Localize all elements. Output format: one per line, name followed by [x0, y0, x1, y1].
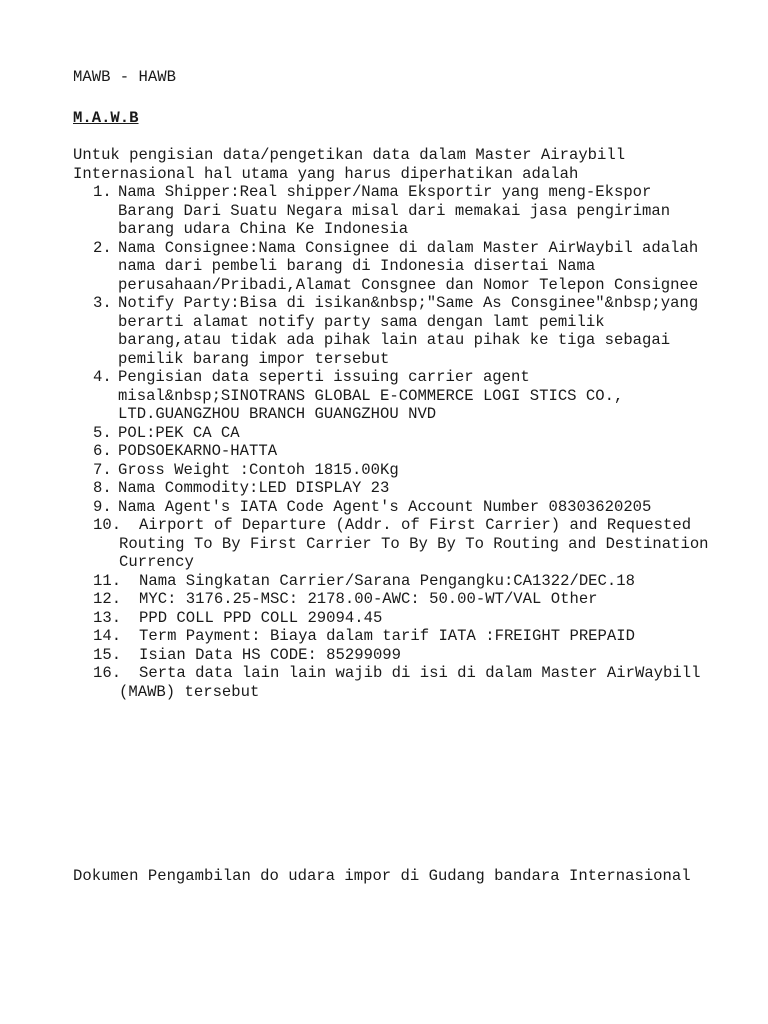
list-item-text: Nama Consignee:Nama Consignee di dalam Master AirWaybil adalah nama dari pembeli barang di Indonesia disertai Nama perusahaan/Pribadi,Alamat Consgnee dan Nomor Telepon Consignee — [118, 238, 699, 294]
list-item-text: PPD COLL PPD COLL 29094.45 — [139, 608, 383, 627]
list-item-number: 16. — [93, 664, 122, 682]
document-body — [73, 68, 713, 701]
list-item — [73, 183, 713, 239]
list-item-text: POL:PEK CA CA — [118, 423, 240, 442]
list-item-number: 5. — [93, 423, 112, 442]
list-item — [73, 239, 713, 295]
list-item-number: 11. — [93, 571, 122, 590]
list-item — [73, 479, 713, 498]
list-item-text: Isian Data HS CODE: 85299099 — [139, 645, 402, 664]
intro-paragraph: Untuk pengisian data/pengetikan data dalam Master Airaybill Internasional hal utama yang harus diperhatikan adalah — [73, 146, 626, 183]
list-item-text: Notify Party:Bisa di isikan&nbsp;"Same As Consginee"&nbsp;yang berarti alamat notify party sama dengan lamt pemilik barang,atau tidak ada pihak lain atau pihak ke tiga sebagai pemilik barang impor tersebut — [118, 294, 699, 368]
list-item — [73, 609, 713, 628]
list-item-text: Airport of Departure (Addr. of First Carrier) and Requested Routing To By First Carrier To By By To Routing and Destination Currency — [119, 516, 709, 571]
list-item — [73, 294, 713, 368]
list-item-number: 4. — [93, 368, 112, 386]
list-item-text: Nama Singkatan Carrier/Sarana Pengangku:CA1322/DEC.18 — [139, 571, 635, 590]
section-heading: M.A.W.B — [73, 108, 139, 127]
list-item-text: PODSOEKARNO-HATTA — [118, 442, 278, 460]
list-item-number: 1. — [93, 183, 112, 201]
list-item-number: 7. — [93, 460, 112, 479]
list-item-number: 13. — [93, 608, 122, 627]
list-item-number: 10. — [93, 516, 122, 534]
document-title: MAWB - HAWB — [73, 68, 176, 86]
list-item-text: Gross Weight :Contoh 1815.00Kg — [118, 460, 399, 479]
list-item-text: Nama Shipper:Real shipper/Nama Eksportir yang meng-Ekspor Barang Dari Suatu Negara misal dari memakai jasa pengiriman barang udara China Ke Indonesia — [118, 183, 671, 238]
list-item-number: 9. — [93, 497, 112, 516]
list-item — [73, 516, 713, 572]
list-item — [73, 572, 713, 591]
list-item-text: Pengisian data seperti issuing carrier agent misal&nbsp;SINOTRANS GLOBAL E-COMMERCE LOGI STICS CO., LTD.GUANGZHOU BRANCH GUANGZHOU NVD — [118, 368, 624, 423]
list-item — [73, 590, 713, 609]
list-item — [73, 424, 713, 443]
list-item-text: Nama Agent's IATA Code Agent's Account Number 08303620205 — [118, 497, 652, 516]
list-item-number: 6. — [93, 442, 112, 460]
list-item — [73, 664, 713, 701]
list-item — [73, 646, 713, 665]
list-item — [73, 368, 713, 424]
list-item-text: Serta data lain lain wajib di isi di dalam Master AirWaybill (MAWB) tersebut — [119, 664, 701, 701]
list-item-number: 3. — [93, 294, 112, 312]
list-item-text: Nama Commodity:LED DISPLAY 23 — [118, 479, 390, 497]
list-item-number: 8. — [93, 479, 112, 497]
list-item-text: MYC: 3176.25-MSC: 2178.00-AWC: 50.00-WT/VAL Other — [139, 590, 598, 608]
list-item-number: 15. — [93, 645, 122, 664]
list-item-text: Term Payment: Biaya dalam tarif IATA :FREIGHT PREPAID — [139, 627, 635, 645]
list-item-number: 2. — [93, 238, 112, 257]
list-item — [73, 627, 713, 646]
list-item — [73, 498, 713, 517]
requirements-list — [73, 183, 713, 701]
list-item — [73, 442, 713, 461]
list-item-number: 12. — [93, 590, 122, 608]
list-item-number: 14. — [93, 627, 122, 645]
list-item — [73, 461, 713, 480]
footer-paragraph: Dokumen Pengambilan do udara impor di Gudang bandara Internasional — [73, 867, 691, 885]
